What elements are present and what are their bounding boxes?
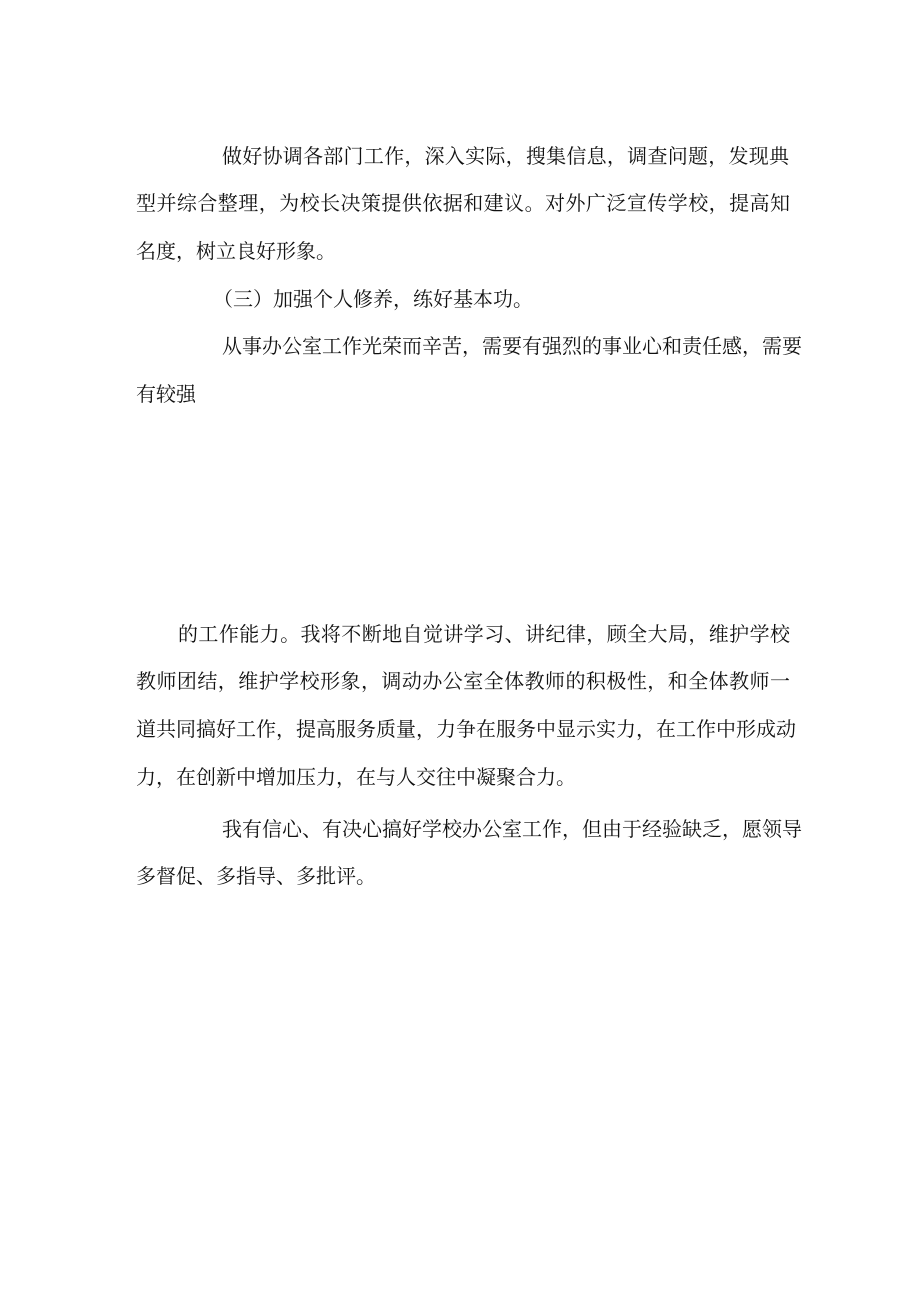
paragraph-line: 教师团结，维护学校形象，调动办公室全体教师的积极性，和全体教师一: [136, 669, 790, 693]
paragraph-line: 做好协调各部门工作，深入实际，搜集信息，调查问题，发现典: [222, 144, 789, 168]
section-heading: （三）加强个人修养，练好基本功。: [213, 287, 533, 311]
paragraph-line: 力，在创新中增加压力，在与人交往中凝聚合力。: [136, 765, 576, 789]
paragraph-line: 名度，树立良好形象。: [136, 239, 336, 263]
paragraph-line: 我有信心、有决心搞好学校办公室工作，但由于经验缺乏，愿领导: [222, 817, 802, 841]
paragraph-line: 有较强: [136, 382, 196, 406]
paragraph-line: 型并综合整理，为校长决策提供依据和建议。对外广泛宣传学校，提高知: [136, 191, 790, 215]
paragraph-line: 多督促、多指导、多批评。: [136, 864, 376, 888]
paragraph-line: 的工作能力。我将不断地自觉讲学习、讲纪律，顾全大局，维护学校: [178, 622, 790, 646]
paragraph-line: 道共同搞好工作，提高服务质量，力争在服务中显示实力，在工作中形成动: [136, 717, 796, 741]
paragraph-line: 从事办公室工作光荣而辛苦，需要有强烈的事业心和责任感，需要: [222, 334, 802, 358]
